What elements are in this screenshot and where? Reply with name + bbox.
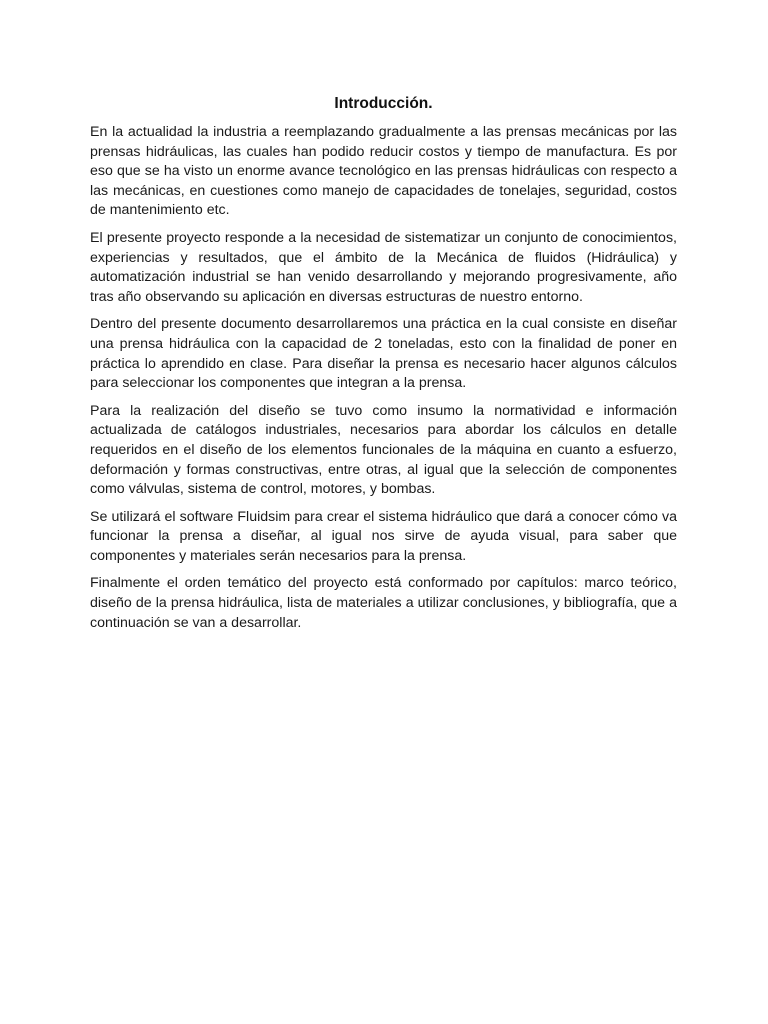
paragraph-5: Se utilizará el software Fluidsim para crear el sistema hidráulico que dará a conocer cómo va funcionar la prensa a diseñar, al igual nos sirve de ayuda visual, para saber que componentes y materiales serán necesarios para la prensa. xyxy=(90,508,677,564)
document-body xyxy=(90,94,677,641)
paragraph-1: En la actualidad la industria a reemplazando gradualmente a las prensas mecánicas por las prensas hidráulicas, las cuales han podido reducir costos y tiempo de manufactura. Es por eso que se ha visto un enorme avance tecnológico en las prensas hidráulicas con respecto a las mecánicas, en cuestiones como manejo de capacidades de tonelajes, seguridad, costos de mantenimiento etc. xyxy=(90,124,677,219)
document-title: Introducción. xyxy=(334,95,433,112)
paragraph-3: Dentro del presente documento desarrollaremos una práctica en la cual consiste en diseñar una prensa hidráulica con la capacidad de 2 toneladas, esto con la finalidad de poner en práctica lo aprendido en clase. Para diseñar la prensa es necesario hacer algunos cálculos para seleccionar los componentes que integran a la prensa. xyxy=(90,316,677,392)
paragraph-6: Finalmente el orden temático del proyecto está conformado por capítulos: marco teórico, diseño de la prensa hidráulica, lista de materiales a utilizar conclusiones, y bibliografía, que a continuación se van a desarrollar. xyxy=(90,575,677,631)
paragraph-4: Para la realización del diseño se tuvo como insumo la normatividad e información actualizada de catálogos industriales, necesarios para abordar los cálculos en detalle requeridos en el diseño de los elementos funcionales de la máquina en cuanto a esfuerzo, deformación y formas constructivas, entre otras, al igual que la selección de componentes como válvulas, sistema de control, motores, y bombas. xyxy=(90,402,677,498)
paragraph-2: El presente proyecto responde a la necesidad de sistematizar un conjunto de conocimientos, experiencias y resultados, que el ámbito de la Mecánica de fluidos (Hidráulica) y automatización industrial se han venido desarrollando y mejorando progresivamente, año tras año observando su aplicación en diversas estructuras de nuestro entorno. xyxy=(90,229,677,305)
